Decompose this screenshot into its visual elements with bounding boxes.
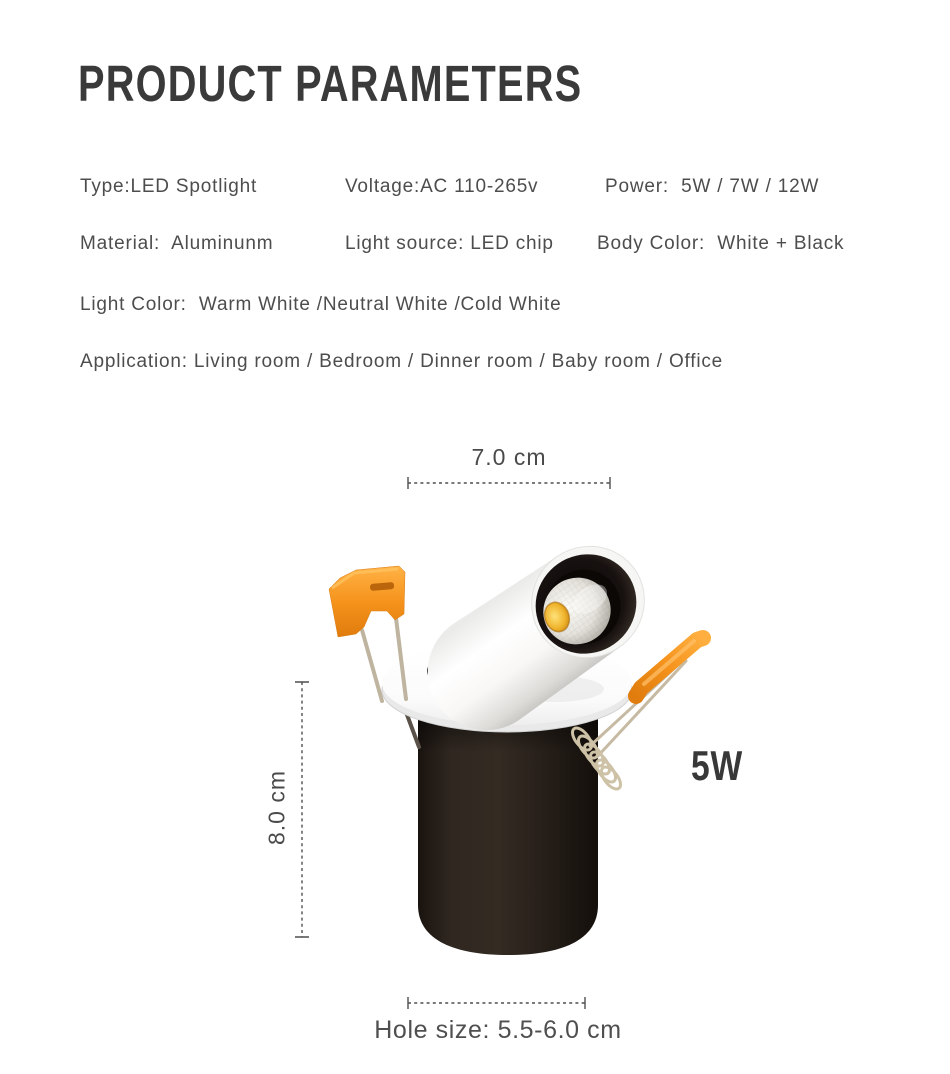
lamp-head [428,524,666,730]
spring-coil [569,725,624,792]
spec-power: Power: 5W / 7W / 12W [605,176,820,197]
lamp-housing [418,712,598,955]
mount-pin-lower-left [403,704,419,747]
width-dimension-line [408,477,610,489]
hole-dimension-line [408,997,585,1009]
width-dimension-label: 7.0 cm [471,444,547,470]
spec-application: Application: Living room / Bedroom / Dinner room / Baby room / Office [80,351,724,372]
lamp-bezel [516,535,656,674]
spec-type: Type:LED Spotlight [80,176,258,197]
reflector [530,564,624,657]
spec-light-source: Light source: LED chip [345,233,554,254]
wattage-label: 5W [691,742,743,789]
trim-ring [382,641,632,732]
ring-hole [427,645,573,697]
spec-voltage: Voltage:AC 110-265v [345,176,539,197]
hole-size-label: Hole size: 5.5-6.0 cm [374,1016,622,1044]
spec-body-color: Body Color: White + Black [597,233,845,254]
led-chip [541,599,574,635]
page-title: PRODUCT PARAMETERS [78,55,583,112]
spec-light-color: Light Color: Warm White /Neutral White /Cold White [80,294,562,315]
spring-clip-left [329,566,406,701]
height-dimension-label: 8.0 cm [263,769,290,846]
spring-clip-right [569,638,703,792]
spec-material: Material: Aluminunm [80,233,274,254]
height-dimension-line [295,682,309,937]
